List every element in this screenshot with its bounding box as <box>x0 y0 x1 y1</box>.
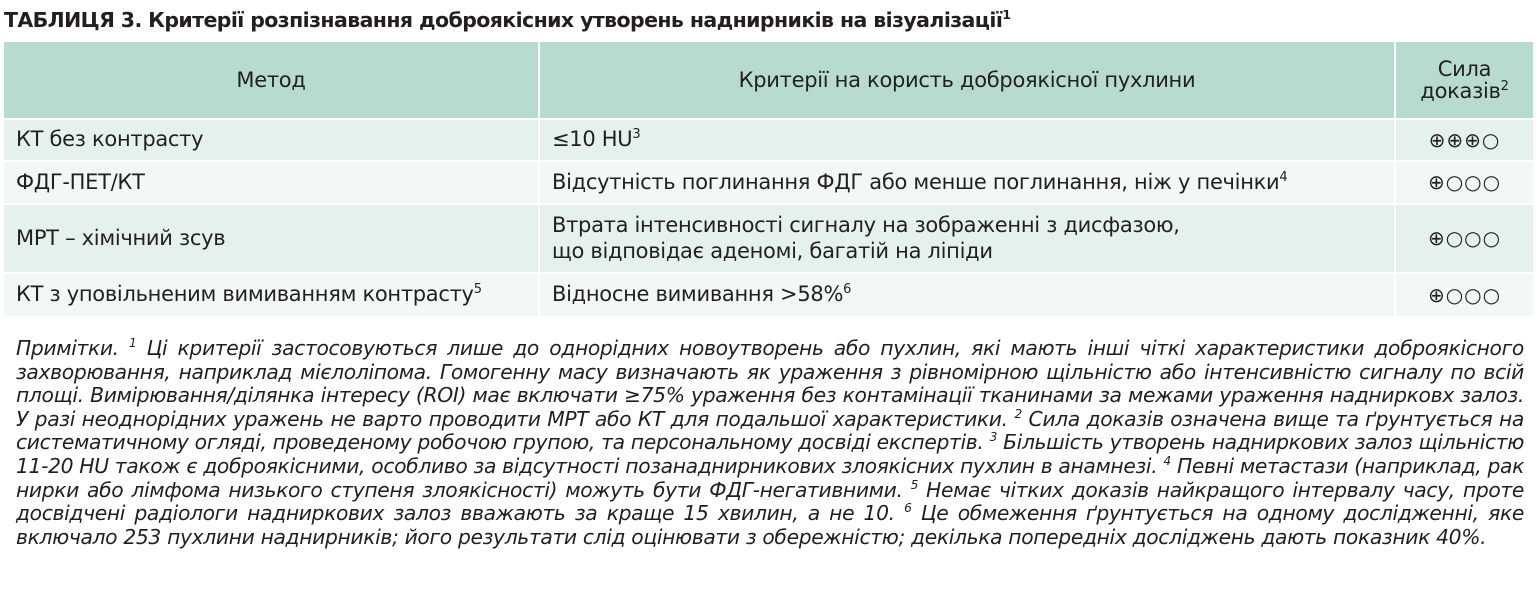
criteria-table <box>4 42 1533 316</box>
table-title-text: ТАБЛИЦЯ 3. Критерії розпізнавання доброякісних утворень наднирників на візуалізації <box>4 8 1003 32</box>
cell-evidence: ⊕○○○ <box>1395 273 1533 316</box>
notes-prefix: Примітки. <box>16 336 119 360</box>
header-evidence-footnote-ref: 2 <box>1500 79 1509 94</box>
criteria-text-line1: Втрата інтенсивності сигналу на зображенні з дисфазою, <box>552 212 1180 237</box>
cell-method <box>4 119 539 161</box>
table-title <box>4 8 1011 32</box>
table-row <box>4 119 1533 161</box>
table-row <box>4 161 1533 204</box>
note-2: Сила доказів означена вище та ґрунтується на систематичному огляді, проведеному робочою групою, та персональному досвіді експертів. <box>16 406 1525 455</box>
note-3: Більшість утворень надниркових залоз щільністю 11-20 HU також є доброякісними, особливо за відсутності позанаднирникових злоякісних пухлин в анамнезі. <box>16 430 1524 478</box>
note-ref-3: 3 <box>989 430 997 445</box>
cell-method <box>4 204 539 273</box>
note-ref-5: 5 <box>910 477 918 492</box>
criteria-footnote-ref: 6 <box>843 282 852 298</box>
header-evidence <box>1395 42 1533 119</box>
method-text: КТ без контрасту <box>16 127 204 152</box>
criteria-footnote-ref: 4 <box>1279 169 1288 185</box>
cell-criteria <box>539 119 1395 161</box>
table-row <box>4 273 1533 316</box>
method-text: КТ з уповільненим вимиванням контрасту <box>16 282 474 307</box>
note-ref-6: 6 <box>904 501 912 516</box>
cell-method <box>4 273 539 316</box>
note-4: Певні метастази (наприклад, рак нирки або лімфома низького ступеня злоякісності) можуть бути ФДГ-негативними. <box>16 453 1525 502</box>
cell-evidence: ⊕○○○ <box>1395 204 1533 273</box>
criteria-text: ≤10 HU <box>552 127 633 152</box>
method-text: ФДГ-ПЕТ/КТ <box>16 169 145 194</box>
header-evidence-line1: Сила <box>1437 56 1492 81</box>
method-text: МРТ – хімічний зсув <box>16 225 226 250</box>
table-row <box>4 204 1533 273</box>
criteria-footnote-ref: 3 <box>632 127 641 143</box>
note-ref-4: 4 <box>1163 454 1171 469</box>
cell-evidence: ⊕○○○ <box>1395 161 1533 204</box>
title-footnote-ref: 1 <box>1002 7 1011 23</box>
criteria-text: Відносне вимивання >58% <box>552 282 844 307</box>
cell-method <box>4 161 539 204</box>
note-ref-2: 2 <box>1014 407 1022 422</box>
note-1: Ці критерії застосовуються лише до однорідних новоутворень або пухлин, які мають інші чіткі характеристики доброякісного захворювання, наприклад мієлоліпома. Гомогенну масу визначають як ураження з рівномірною щільністю або інтенсивністю сигналу по всій площі. Вимірювання/ділянка інтересу (ROI) має включати ≥75% ураження без контамінації тканинами за межами ураження наднирковх залоз. У разі неоднорідних уражень не варто проводити МРТ або КТ для подальшої характеристики. <box>16 336 1524 431</box>
note-ref-1: 1 <box>129 336 137 351</box>
cell-evidence: ⊕⊕⊕○ <box>1395 119 1533 161</box>
note-5: Немає чітких доказів найкращого інтервалу часу, проте досвідчені радіологи надниркових залоз вважають за краще 15 хвилин, а не 10. <box>16 477 1524 526</box>
criteria-text: Відсутність поглинання ФДГ або менше поглинання, ніж у печінки <box>552 169 1280 194</box>
method-footnote-ref: 5 <box>473 282 482 298</box>
note-6: Це обмеження ґрунтується на одному дослідженні, яке включало 253 пухлини наднирників; його результати слід оцінювати з обережністю; декілька попередніх досліджень дають показник 40%. <box>16 501 1524 549</box>
header-method: Метод <box>4 42 539 119</box>
cell-criteria <box>539 161 1395 204</box>
criteria-text-line2: що відповідає аденомі, багатій на ліпіди <box>552 238 993 263</box>
table-header-row <box>4 42 1533 119</box>
cell-criteria <box>539 204 1395 273</box>
header-evidence-line2: доказів <box>1420 79 1501 103</box>
header-criteria: Критерії на користь доброякісної пухлини <box>539 42 1395 119</box>
table-notes <box>16 337 1524 549</box>
cell-criteria <box>539 273 1395 316</box>
